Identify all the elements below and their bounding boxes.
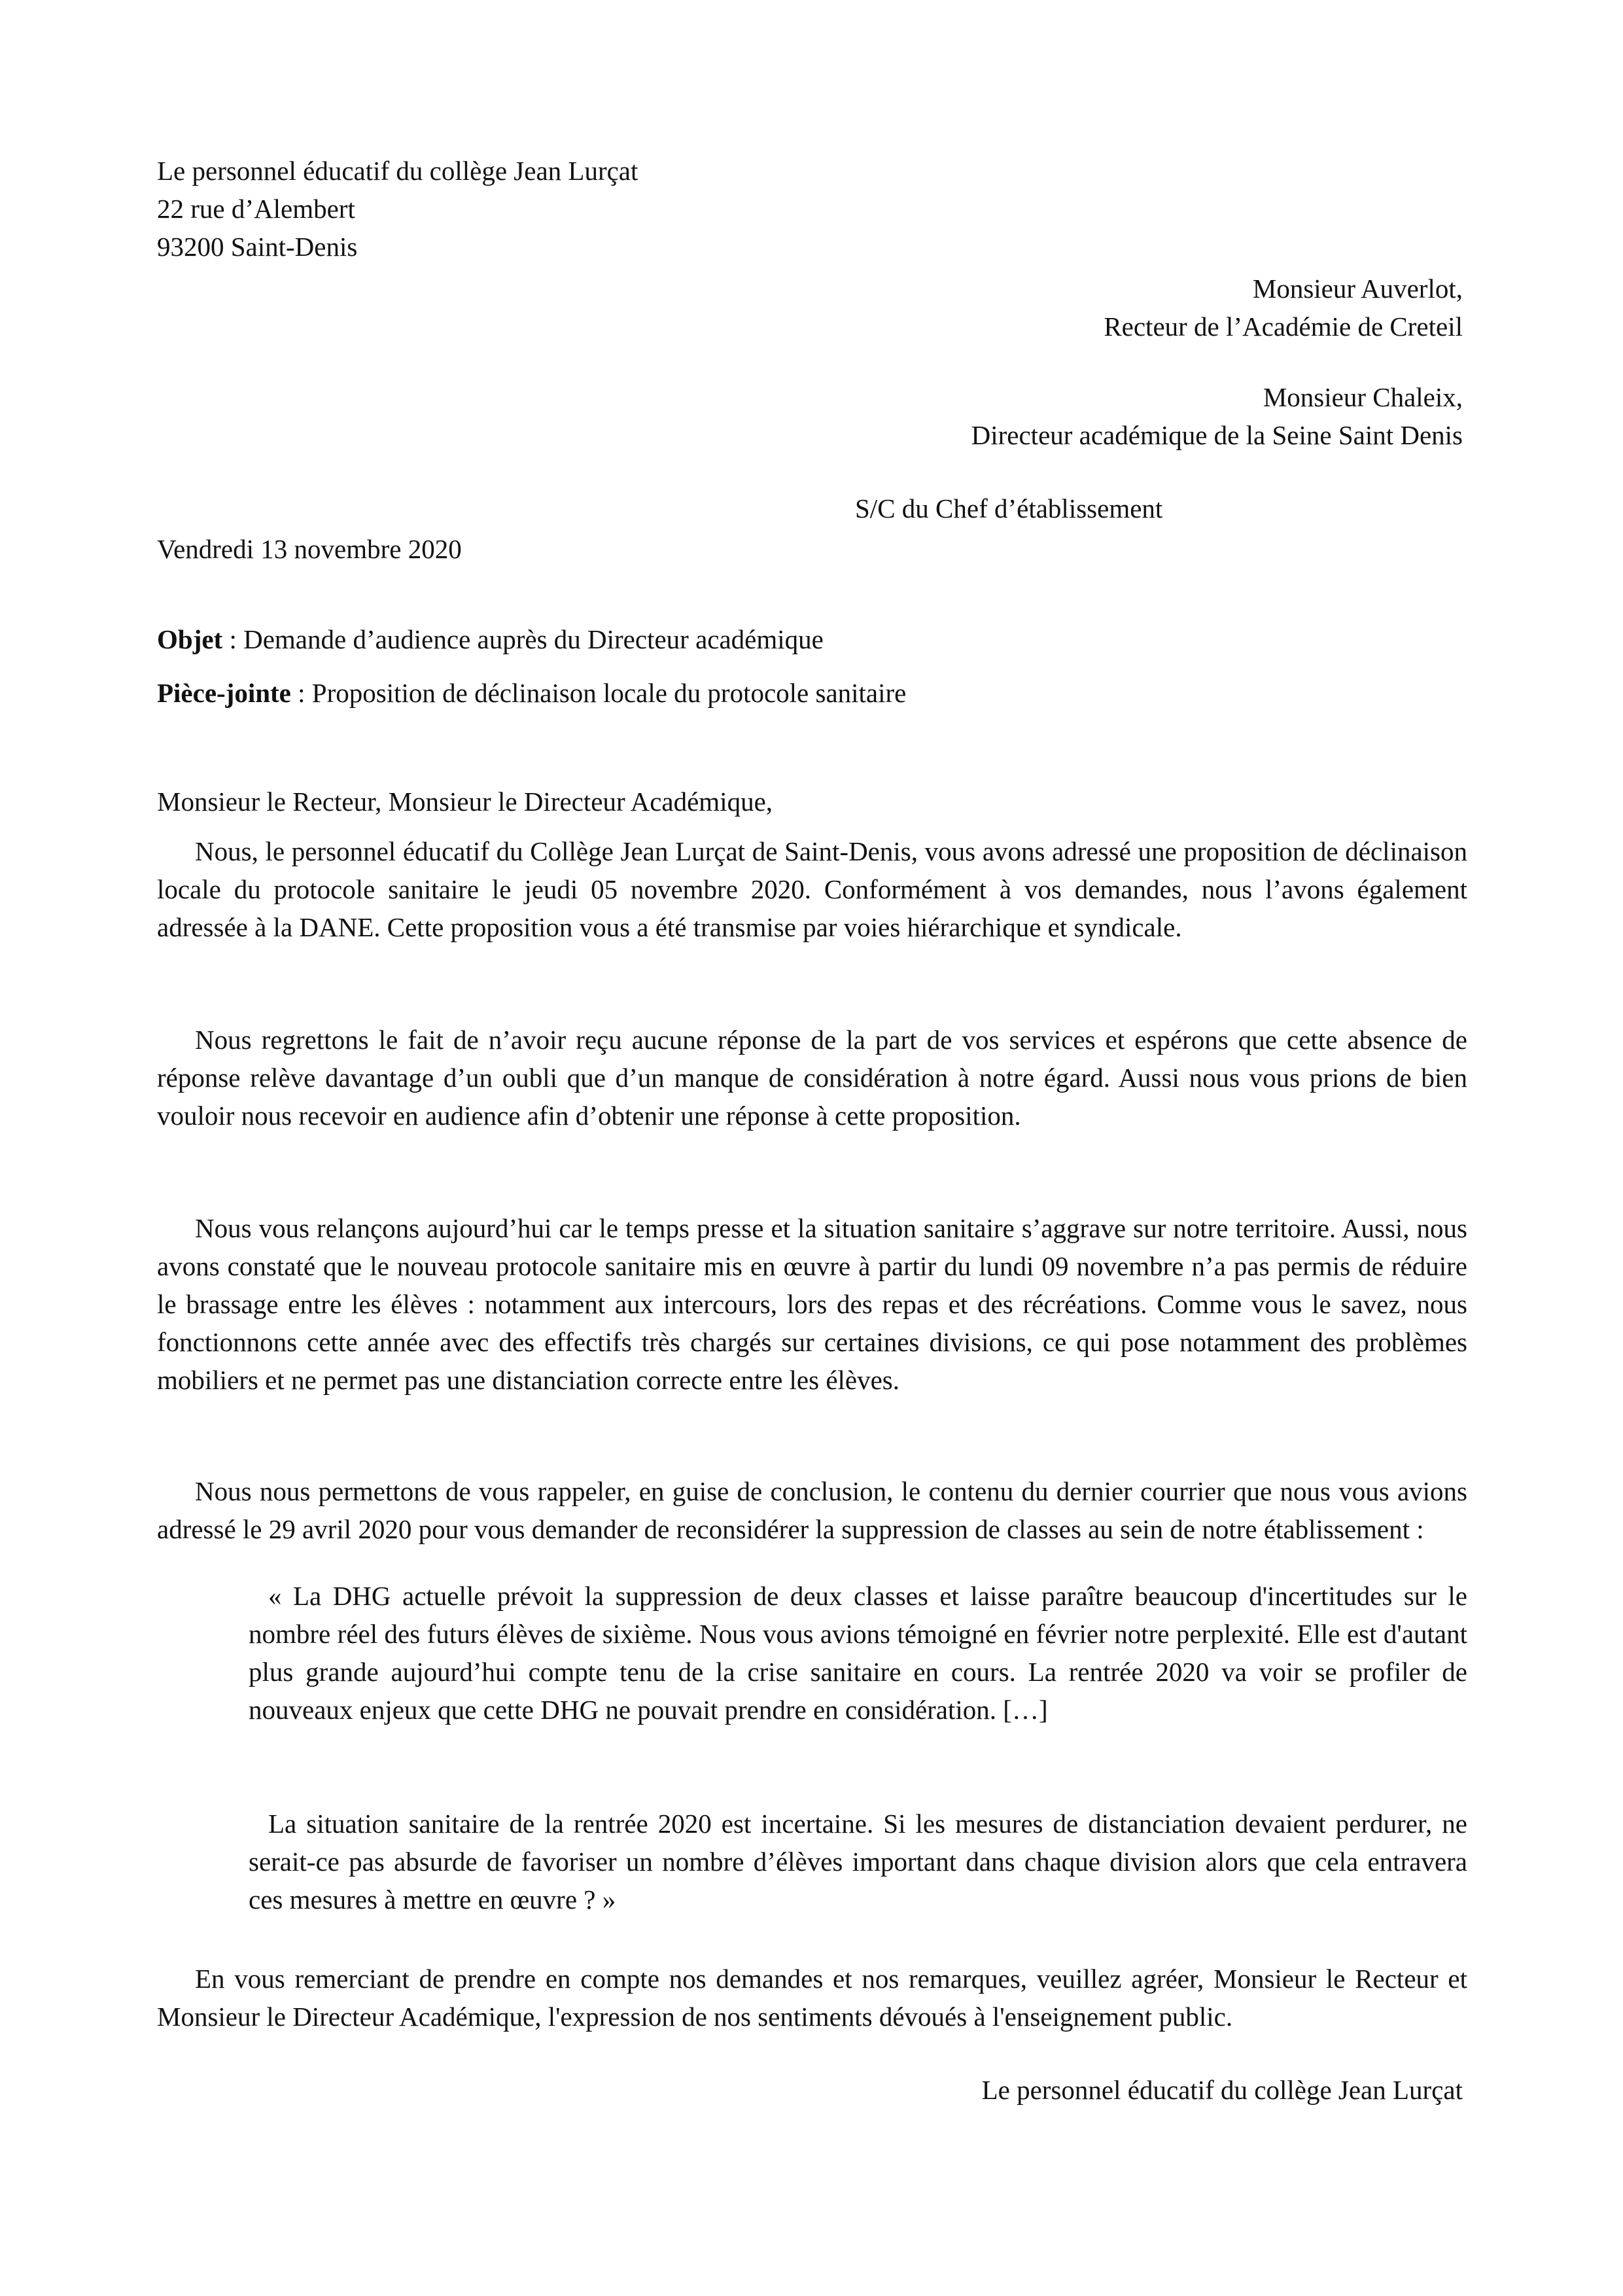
via-chief: S/C du Chef d’établissement [855,493,1163,523]
subject-label: Objet [157,624,223,654]
recipient-1-title: Recteur de l’Académie de Creteil [1104,311,1463,342]
recipient-2-title: Directeur académique de la Seine Saint Denis [971,420,1463,450]
sender-city: 93200 Saint-Denis [157,232,358,262]
sender-street: 22 rue d’Alembert [157,194,355,224]
quote-paragraph-2: La situation sanitaire de la rentrée 2020 est incertaine. Si les mesures de distanciation devaient perdurer, ne serait-ce pas absurde de favoriser un nombre d’élèves important dans chaque division alors que cela entravera ces mesures à mettre en œuvre ? » [249,1809,1467,1915]
letter-date: Vendredi 13 novembre 2020 [157,534,462,564]
recipient-2-name: Monsieur Chaleix, [1263,382,1463,412]
salutation: Monsieur le Recteur, Monsieur le Directeur Académique, [157,786,773,817]
signature: Le personnel éducatif du collège Jean Lurçat [981,2075,1463,2105]
closing-paragraph: En vous remerciant de prendre en compte nos demandes et nos remarques, veuillez agréer, Monsieur le Recteur et Monsieur le Directeur Académique, l'expression de nos sentiments dévoués à l'enseignement public. [157,1964,1467,2032]
paragraph-2: Nous regrettons le fait de n’avoir reçu aucune réponse de la part de vos services et espérons que cette absence de réponse relève davantage d’un oubli que d’un manque de considération à notre égard. Aussi nous vous prions de bien vouloir nous recevoir en audience afin d’obtenir une réponse à cette proposition. [157,1025,1467,1131]
paragraph-1: Nous, le personnel éducatif du Collège Jean Lurçat de Saint-Denis, vous avons adressé une proposition de déclinaison locale du protocole sanitaire le jeudi 05 novembre 2020. Conformément à vos demandes, nous l’avons également adressée à la DANE. Cette proposition vous a été transmise par voies hiérarchique et syndicale. [157,836,1467,942]
paragraph-3: Nous vous relançons aujourd’hui car le temps presse et la situation sanitaire s’aggrave sur notre territoire. Aussi, nous avons constaté que le nouveau protocole sanitaire mis en œuvre à partir du lundi 09 novembre n’a pas permis de réduire le brassage entre les élèves : notamment aux intercours, lors des repas et des récréations. Comme vous le savez, nous fonctionnons cette année avec des effectifs très chargés sur certaines divisions, ce qui pose notamment des problèmes mobiliers et ne permet pas une distanciation correcte entre les élèves. [157,1213,1467,1395]
quote-paragraph-1: « La DHG actuelle prévoit la suppression de deux classes et laisse paraître beaucoup d'incertitudes sur le nombre réel des futurs élèves de sixième. Nous vous avions témoigné en février notre perplexité. Elle est d'autant plus grande aujourd’hui compte tenu de la crise sanitaire en cours. La rentrée 2020 va voir se profiler de nouveaux enjeux que cette DHG ne pouvait prendre en considération. […] [249,1581,1467,1725]
recipient-1-name: Monsieur Auverlot, [1252,274,1463,304]
attachment-text: : Proposition de déclinaison locale du protocole sanitaire [290,678,907,708]
attachment-line [157,674,906,712]
subject-text: : Demande d’audience auprès du Directeur académique [222,624,824,654]
sender-name: Le personnel éducatif du collège Jean Lurçat [157,156,638,186]
subject-line [157,620,824,658]
attachment-label: Pièce-jointe [157,678,291,708]
paragraph-4: Nous nous permettons de vous rappeler, en guise de conclusion, le contenu du dernier courrier que nous vous avions adressé le 29 avril 2020 pour vous demander de reconsidérer la suppression de classes au sein de notre établissement : [157,1476,1467,1544]
